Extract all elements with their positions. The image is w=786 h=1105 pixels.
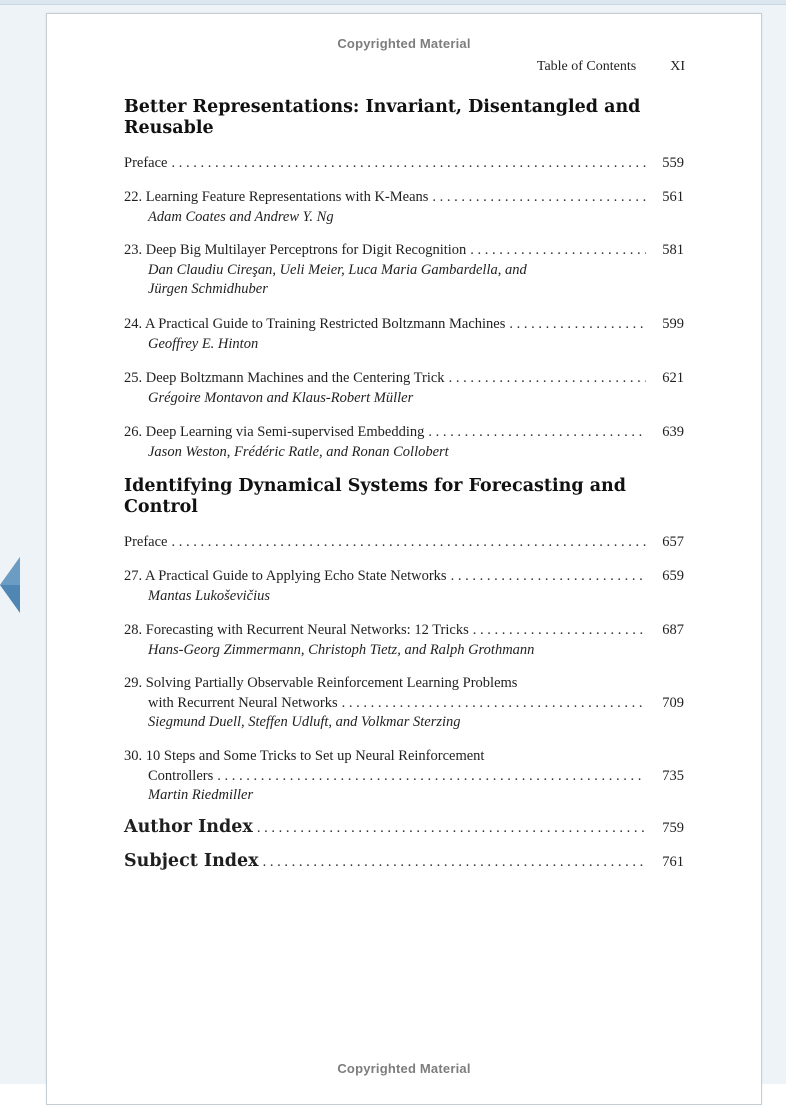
toc-page-number: 687 — [662, 622, 684, 638]
toc-entry-label: 27. A Practical Guide to Applying Echo State Networks — [124, 568, 447, 584]
toc-page-number: 581 — [662, 242, 684, 258]
toc-entry-chapter-29[interactable] — [124, 674, 684, 733]
toc-page-number: 759 — [662, 820, 684, 836]
toc-page-number: 621 — [662, 370, 684, 386]
toc-entry-chapter-28[interactable] — [124, 621, 684, 660]
toc-entry-label: 28. Forecasting with Recurrent Neural Networks: 12 Tricks — [124, 622, 469, 638]
toc-entry-chapter-26[interactable] — [124, 423, 684, 462]
toc-entry-subject-index[interactable] — [124, 852, 684, 873]
toc-entry-authors: Jason Weston, Frédéric Ratle, and Ronan Collobert — [148, 443, 449, 460]
part-title-line: Better Representations: Invariant, Disentangled and — [124, 97, 641, 117]
copyright-watermark-top: Copyrighted Material — [337, 36, 471, 51]
part-title-line: Control — [124, 497, 198, 517]
toc-page-number: 657 — [662, 534, 684, 550]
toc-entry-label: 29. Solving Partially Observable Reinforcement Learning Problems — [124, 675, 518, 691]
viewer-top-border — [0, 0, 786, 5]
toc-entry-preface[interactable] — [124, 154, 684, 174]
page-folio: XI — [670, 59, 685, 74]
toc-entry-chapter-24[interactable] — [124, 315, 684, 354]
toc-entry-label: 26. Deep Learning via Semi-supervised Embedding — [124, 424, 425, 440]
toc-entry-authors: Mantas Lukoševičius — [148, 587, 271, 604]
toc-entry-label: 23. Deep Big Multilayer Perceptrons for Digit Recognition — [124, 242, 467, 258]
toc-page-number: 709 — [662, 694, 684, 711]
toc-entry-authors: Geoffrey E. Hinton — [148, 335, 259, 352]
toc-page-number: 659 — [662, 568, 684, 584]
toc-entry-chapter-23[interactable] — [124, 241, 684, 300]
part-title — [124, 97, 644, 139]
toc-page-number: 599 — [662, 316, 684, 332]
toc-entry-label-continued: Controllers — [148, 767, 214, 784]
prev-page-arrow-icon[interactable] — [0, 555, 22, 615]
toc-entry-label: Author Index — [124, 817, 253, 837]
copyright-watermark-bottom: Copyrighted Material — [337, 1061, 471, 1076]
toc-entry-authors: Grégoire Montavon and Klaus-Robert Müller — [148, 389, 414, 406]
toc-page-number: 639 — [662, 424, 684, 440]
part-title-line: Reusable — [124, 118, 214, 138]
book-page — [46, 13, 762, 1105]
toc-entry-label: 30. 10 Steps and Some Tricks to Set up Neural Reinforcement — [124, 748, 485, 764]
part-title-line: Identifying Dynamical Systems for Forecasting and — [124, 476, 626, 496]
toc-entry-preface[interactable] — [124, 533, 684, 553]
toc-page-number: 559 — [662, 155, 684, 171]
toc-page-number: 561 — [662, 189, 684, 205]
toc-entry-chapter-22[interactable] — [124, 188, 684, 227]
toc-entry-chapter-25[interactable] — [124, 369, 684, 408]
running-head-title: Table of Contents — [536, 59, 637, 74]
toc-entry-label: Preface — [124, 534, 168, 550]
toc-page-number: 761 — [662, 854, 684, 870]
toc-entry-author-index[interactable] — [124, 818, 684, 839]
toc-entry-authors: Hans-Georg Zimmermann, Christoph Tietz, and Ralph Grothmann — [148, 641, 535, 658]
toc-entry-chapter-30[interactable] — [124, 747, 684, 806]
part-title — [124, 476, 644, 518]
toc-entry-label-continued: with Recurrent Neural Networks — [148, 694, 338, 711]
toc-entry-authors: Adam Coates and Andrew Y. Ng — [148, 208, 334, 225]
toc-page-number: 735 — [662, 767, 684, 784]
toc-entry-label: 25. Deep Boltzmann Machines and the Centering Trick — [124, 370, 445, 386]
toc-entry-label: 24. A Practical Guide to Training Restricted Boltzmann Machines — [124, 316, 506, 332]
toc-entry-authors: Dan Claudiu Cireşan, Ueli Meier, Luca Maria Gambardella, and — [148, 261, 527, 278]
toc-entry-label: Subject Index — [124, 851, 259, 871]
toc-entry-label: 22. Learning Feature Representations with K-Means — [124, 189, 429, 205]
running-head — [537, 59, 685, 75]
toc-entry-label: Preface — [124, 155, 168, 171]
toc-entry-authors: Siegmund Duell, Steffen Udluft, and Volkmar Sterzing — [148, 714, 461, 730]
toc-entry-authors: Martin Riedmiller — [148, 787, 254, 803]
toc-entry-authors: Jürgen Schmidhuber — [148, 281, 268, 297]
toc-entry-chapter-27[interactable] — [124, 567, 684, 606]
